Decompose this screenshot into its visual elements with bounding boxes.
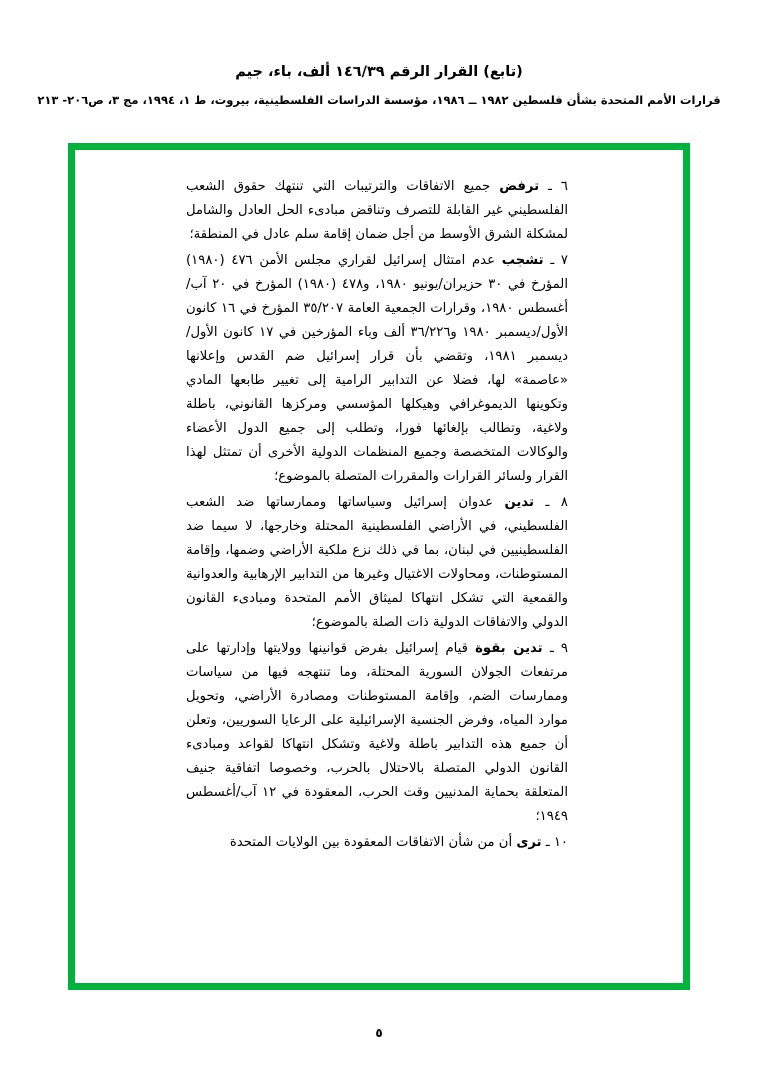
- paragraph-text-9: قيام إسرائيل بفرض قوانينها وولايتها وإدارتها على مرتفعات الجولان السورية المحتلة، وما تنتهجه فيها من سياسات وممارسات الضم، وإقامة المستوطنات ومصادرة الأراضي، وتحويل موارد المياه، وفرض الجنسية الإسرائيلية على الرعايا السوريين، وتعلن أن جميع هذه التدابير باطلة ولاغية وتشكل انتهاكا لقواعد ومبادىء القانون الدولي المتصلة بالاحتلال بالحرب، وخصوصا اتفاقية جنيف المتعلقة بحماية المدنيين وقت الحرب، المعقودة في ١٢ آب/أغسطس ١٩٤٩؛: [186, 641, 568, 825]
- paragraph-text-10: أن من شأن الاتفاقات المعقودة بين الولايات المتحدة: [229, 835, 513, 851]
- paragraph-8: [186, 491, 568, 635]
- paragraph-lead-6: ترفض: [499, 179, 540, 194]
- paragraph-number-8: ٨ ـ: [545, 495, 568, 511]
- document-header: [0, 0, 758, 109]
- paragraph-number-9: ٩ ـ: [549, 641, 568, 657]
- paragraph-9: [186, 637, 568, 829]
- source-citation: قرارات الأمم المتحدة بشأن فلسطين ١٩٨٢ ــ ١٩٨٦، مؤسسة الدراسات الفلسطينية، بيروت، ط ١، ١٩٩٤، مج ٣، ص٢٠٦- ٢١٣: [37, 92, 721, 107]
- paragraph-lead-9: تدين بقوة: [475, 641, 543, 657]
- paragraph-lead-10: ترى: [516, 835, 542, 851]
- page-number: ٥: [375, 1026, 383, 1040]
- paragraph-number-10: ١٠ ـ: [545, 835, 568, 851]
- paragraph-text-7: عدم امتثال إسرائيل لقراري مجلس الأمن ٤٧٦ (١٩٨٠) المؤرخ في ٣٠ حزيران/يونيو ١٩٨٠، و٤٧٨ (١٩٨٠) المؤرخ في ٢٠ آب/أغسطس ١٩٨٠، وقرارات الجمعية العامة ٣٥/٢٠٧ المؤرخ في ١٦ كانون الأول/ديسمبر ١٩٨٠ و٣٦/٢٢٦ ألف وباء المؤرخين في ١٧ كانون الأول/ديسمبر ١٩٨١، وتقضي بأن قرار إسرائيل ضم القدس وإعلانها «عاصمة» لها، فضلا عن التدابير الرامية إلى تغيير طابعها المادي وتكوينها الديموغرافي وهيكلها المؤسسي ومركزها القانوني، باطلة ولاغية، وتطالب بإلغائها فورا، وتطلب إلى جميع الدول الأعضاء والوكالات المتخصصة وجميع المنظمات الدولية الأخرى أن تمتثل لهذا القرار ولسائر القرارات والمقررات المتصلة بالموضوع؛: [186, 253, 568, 485]
- paragraph-lead-7: تشجب: [501, 253, 544, 269]
- paragraph-6: [186, 175, 568, 247]
- paragraph-lead-8: تدين: [504, 495, 534, 511]
- paragraph-text-8: عدوان إسرائيل وسياساتها وممارساتها ضد الشعب الفلسطيني، في الأراضي الفلسطينية المحتلة وخارجها، لا سيما ضد الفلسطينيين في لبنان، بما في ذلك نزع ملكية الأراضي وضمها، وإقامة المستوطنات، ومحاولات الاغتيال وغيرها من التدابير الإرهابية والعدوانية والقمعية التي تشكل انتهاكا لميثاق الأمم المتحدة ومبادىء القانون الدولي والاتفاقات الدولية ذات الصلة بالموضوع؛: [186, 495, 568, 631]
- paragraph-number-6: ٦ ـ: [548, 179, 568, 194]
- document-body: [186, 175, 568, 855]
- paragraph-7: [186, 249, 568, 489]
- page-title: (تابع) القرار الرقم ١٤٦/٣٩ ألف، باء، جيم: [235, 64, 523, 80]
- paragraph-number-7: ٧ ـ: [550, 253, 569, 269]
- paragraph-10: [186, 831, 568, 855]
- paragraph-text-6: جميع الاتفاقات والترتيبات التي تنتهك حقوق الشعب الفلسطيني غير القابلة للتصرف وتناقض مبادىء الحل العادل والشامل لمشكلة الشرق الأوسط من أجل ضمان إقامة سلم عادل في المنطقة؛: [186, 179, 568, 243]
